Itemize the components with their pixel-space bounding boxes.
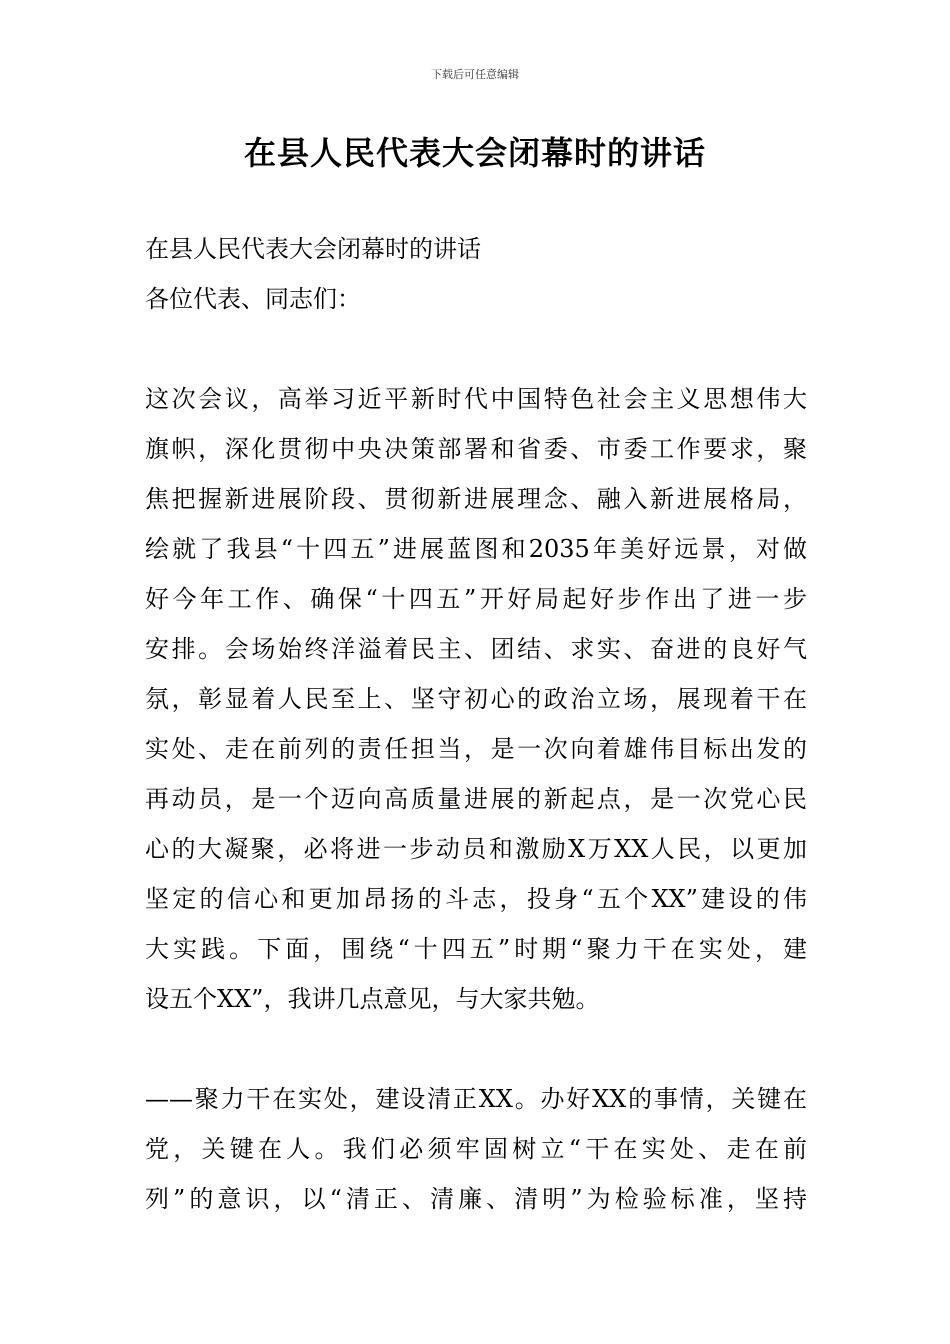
paragraph-line: 安排。会场始终洋溢着民主、团结、求实、奋进的良好气 <box>145 635 807 663</box>
paragraph-line: 心的大凝聚，必将进一步动员和激励X万XX人民，以更加 <box>145 835 807 863</box>
paragraph-line: 坚定的信心和更加昂扬的斗志，投身“五个XX”建设的伟 <box>145 885 807 913</box>
paragraph-line: 设五个XX”，我讲几点意见，与大家共勉。 <box>145 985 600 1013</box>
paragraph-line: 好今年工作、确保“十四五”开好局起好步作出了进一步 <box>145 585 807 613</box>
paragraph-line: 旗帜，深化贯彻中央决策部署和省委、市委工作要求，聚 <box>145 435 807 463</box>
paragraph-line: 这次会议，高举习近平新时代中国特色社会主义思想伟大 <box>145 385 807 413</box>
paragraph-line: 实处、走在前列的责任担当，是一次向着雄伟目标出发的 <box>145 735 807 763</box>
paragraph-line: 大实践。下面，围绕“十四五”时期“聚力干在实处，建 <box>145 935 807 963</box>
paragraph-line: 绘就了我县“十四五”进展蓝图和2035年美好远景，对做 <box>145 535 807 563</box>
header-note: 下载后可任意编辑 <box>431 68 519 81</box>
paragraph-gap <box>145 324 807 374</box>
paragraph-line: 列”的意识，以“清正、清廉、清明”为检验标准，坚持 <box>145 1185 807 1213</box>
paragraph-gap <box>145 1024 807 1074</box>
paragraph-2 <box>145 1074 807 1224</box>
paragraph-line: ——聚力干在实处，建设清正XX。办好XX的事情，关键在 <box>145 1085 807 1113</box>
paragraph-line: 党，关键在人。我们必须牢固树立“干在实处、走在前 <box>145 1135 807 1163</box>
paragraph-line: 再动员，是一个迈向高质量进展的新起点，是一次党心民 <box>145 785 807 813</box>
paragraph-line: 焦把握新进展阶段、贯彻新进展理念、融入新进展格局， <box>145 485 807 513</box>
document-body <box>145 224 807 1224</box>
salutation-line: 各位代表、同志们： <box>145 285 361 313</box>
document-title: 在县人民代表大会闭幕时的讲话 <box>243 134 706 172</box>
subtitle-line: 在县人民代表大会闭幕时的讲话 <box>145 235 481 263</box>
paragraph-line: 氛，彰显着人民至上、坚守初心的政治立场，展现着干在 <box>145 685 807 713</box>
paragraph-1 <box>145 374 807 1024</box>
